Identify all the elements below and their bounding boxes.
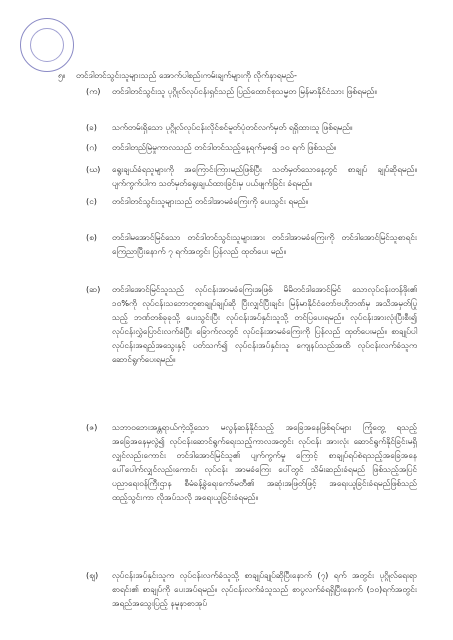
list-item-text: သက်တမ်းရှိသော ပုဂ္ဂိုလ်လုပ်ငန်းလိုင်စင်မူတ်ပုံတင်လက်မှတ် ရရှိထားသူ ဖြစ်ရမည်။ (112, 122, 353, 132)
section-intro (58, 68, 418, 82)
list-item-label: (ခ) (86, 122, 97, 132)
list-item-label: (စ) (86, 232, 97, 242)
list-item-label: (က) (86, 86, 101, 96)
list-item-text: လုပ်ငန်းအပ်နှင်းသူက လုပ်ငန်းလက်ခံသူသို့ စာချုပ်ချုပ်ဆိုပြီးနောက် (၇) ရက် အတွင်း ပုဂ္ဂိုလ်ရေးရာ စာရင်း၏ စာချုပ်ကို ပေးအပ်ရမည်။ လုပ်ငန်းလက်ခံသူသည် စာပွလက်ခံရရှိပြီးနောက် (၁၀)ရက်အတွင်း အရည်အသွေးပြည့် နမူနာစာအုပ် (112, 570, 417, 608)
list-item-label: (ဇ) (86, 422, 98, 432)
list-item-text: တင်ဒါအောင်မြင်သူသည် လုပ်ငန်းအာမခံကြေးအဖြစ် မိမိတင်ဒါအောင်မြင် သောလုပ်ငန်းတန်ဖိုး၏ ၁၀%ကို လုပ်ငန်းသဘောတူစာချုပ်ချုပ်ဆို ပြီးလျှင်ပြီးချင်း မြန်မာနိုင်ငံတော်ဗဟိုဘဏ်မှ အသိအမှတ်ပြုသည့် ဘဏ်တစ်ခုခုသို့ ပေးသွင်းပြီး လုပ်ငန်းအပ်နှင်းသူသို့ တင်ပြပေးရမည်။ လုပ်ငန်းအားလုံးပြီးစီး၍ လုပ်ငန်းလွှဲပြောင်းလက်ခံပြီး ခြောက်လတွင် လုပ်ငန်းအာမခံကြေးကို ပြန်လည် ထုတ်ပေးမည်။ စာချုပ်ပါ လုပ်ငန်းအရည်အသွေးနှင့် ပတ်သက်၍ လုပ်ငန်းအပ်နှင်းသူ ကျေနပ်သည်အထိ လုပ်ငန်းလက်ခံသူက ဆောင်ရွက်ပေးရမည်။ (112, 284, 417, 364)
official-seal-inner-ring (30, 28, 64, 62)
list-item-label: (ဆ) (86, 284, 101, 294)
list-item-text: တင်ဒါတင်သွင်းသူ ပုဂ္ဂိုလ်လုပ်ငန်းရှင်သည် ပြည်ထောင်စုသမ္မတ မြန်မာနိုင်ငံသား ဖြစ်ရမည်။ (112, 86, 377, 96)
section-number: ၅။ (58, 70, 66, 80)
list-item-text: သဘာဝဘေးအန္တရာယ်ကဲ့သို့သော မလွန်ဆန်နိုင်သည့် အခြေအနေဖြစ်ရပ်များ ကြုံတွေ့ ရသည့် အခြေအနေမှလွဲ၍ လုပ်ငန်းဆောင်ရွက်ရေးသည့်ကာလအတွင်း လုပ်ငန်း အားလုံး ဆောင်ရွက်နိုင်ခြင်းမရှိလျှင်လည်းကောင်း တင်ဒါအောင်မြင်သူ၏ ပျက်ကွက်မှု ကြောင့် စာချုပ်ရပ်စဲရသည့်အခြေအနေ ပေါ်ပေါက်လျှင်လည်းကောင်း လုပ်ငန်း အာမခံကြေး ပေါ်တွင် သိမ်းဆည်းခံရမည် ဖြစ်သည့်အပြင် ပညာရေးဝန်ကြီးဌာန စီမံခန့်ခွဲရေးကော်မတီ၏ အဆုံးအဖြတ်ဖြင့် အရေးယူခြင်းခံရမည်ဖြစ်သည် ထည့်သွင်းကာ လိုအပ်သလို အရေးယူခြင်းခံရမည်။ (112, 422, 417, 502)
section-intro-text: တင်ဒါတင်သွင်းသူများသည် အောက်ပါစည်းကမ်းချက်များကို လိုက်နာရမည်- (76, 70, 297, 80)
list-item-label: (ဈ) (86, 570, 99, 580)
list-item-text: ရွေးချယ်ခံရသူများကို အကြောင်းကြားမည်ဖြစ်ပြီး သတ်မှတ်သောနေ့တွင် စာချုပ် ချုပ်ဆိုရမည်။ ပျက်ကွက်ပါက သတ်မှတ်ရွေးချယ်ထားခြင်းမှ ပယ်ဖျက်ခြင်း ခံရမည်။ (112, 164, 417, 188)
list-item-label: (ဂ) (86, 142, 98, 152)
list-item-text: တင်ဒါတင်သွင်းသူများသည် တင်ဒါအာမခံကြေးကို ပေးသွင်း ရမည်။ (112, 196, 309, 206)
official-seal-stamp (20, 18, 74, 72)
list-item-label: (င) (86, 196, 97, 206)
list-item-text: တင်ဒါမအောင်မြင်သော တင်ဒါတင်သွင်းသူများအား တင်ဒါအာမခံကြေးကို တင်ဒါအောင်မြင်သူစာရင်း ကြေညာပြီးနောက် ၇ ရက်အတွင်း ပြန်လည် ထုတ်ပေး မည်။ (112, 232, 417, 256)
list-item-label: (ဃ) (86, 164, 101, 174)
list-item-text: တင်ဒါတည်မြဲမှုကာလသည် တင်ဒါတင်သည့်နေ့ရက်မှစ၍ ၁၀ ရက် ဖြစ်သည်။ (112, 142, 337, 152)
